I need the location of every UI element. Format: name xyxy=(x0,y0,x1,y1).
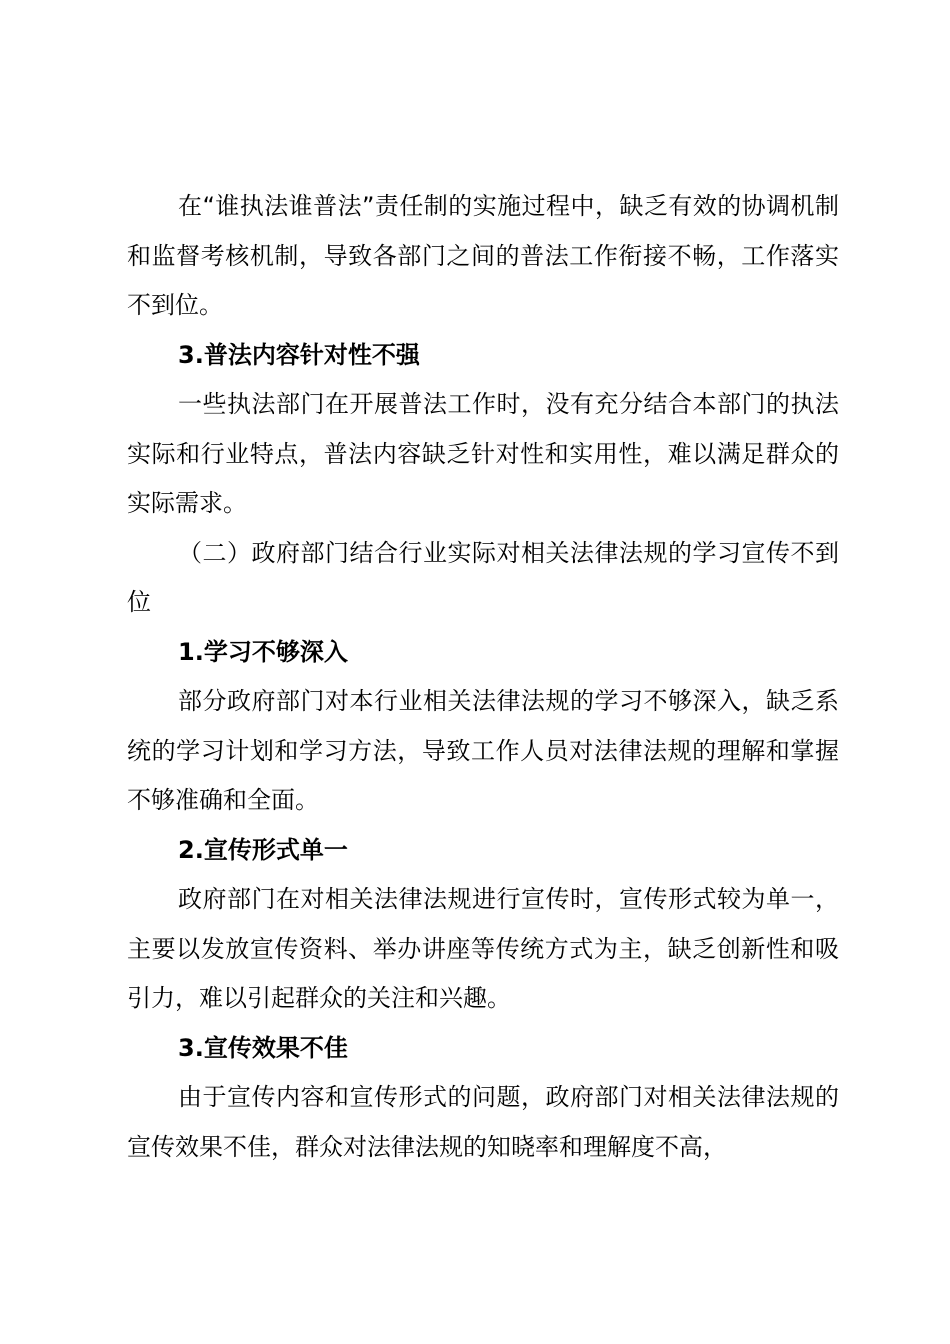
paragraph-promotion-effect: 由于宣传内容和宣传形式的问题，政府部门对相关法律法规的宣传效果不佳，群众对法律法规的知晓率和理解度不高， xyxy=(127,1083,839,1161)
section-heading-study-promotion: （二）政府部门结合行业实际对相关法律法规的学习宣传不到位 xyxy=(127,538,839,616)
paragraph-study-depth: 部分政府部门对本行业相关法律法规的学习不够深入，缺乏系统的学习计划和学习方法，导致工作人员对法律法规的理解和掌握不够准确和全面。 xyxy=(127,687,839,814)
heading-content-relevance: 3.普法内容针对性不强 xyxy=(178,340,420,369)
heading-promotion-form: 2.宣传形式单一 xyxy=(178,835,348,864)
document-page xyxy=(127,182,839,1172)
paragraph-content-relevance: 一些执法部门在开展普法工作时，没有充分结合本部门的执法实际和行业特点，普法内容缺乏针对性和实用性，难以满足群众的实际需求。 xyxy=(127,390,839,517)
heading-promotion-effect: 3.宣传效果不佳 xyxy=(178,1033,348,1062)
heading-study-depth: 1.学习不够深入 xyxy=(178,637,348,666)
paragraph-promotion-form: 政府部门在对相关法律法规进行宣传时，宣传形式较为单一，主要以发放宣传资料、举办讲座等传统方式为主，缺乏创新性和吸引力，难以引起群众的关注和兴趣。 xyxy=(127,885,839,1012)
paragraph-coordination-mechanism: 在“谁执法谁普法”责任制的实施过程中，缺乏有效的协调机制和监督考核机制，导致各部门之间的普法工作衔接不畅，工作落实不到位。 xyxy=(127,192,839,319)
